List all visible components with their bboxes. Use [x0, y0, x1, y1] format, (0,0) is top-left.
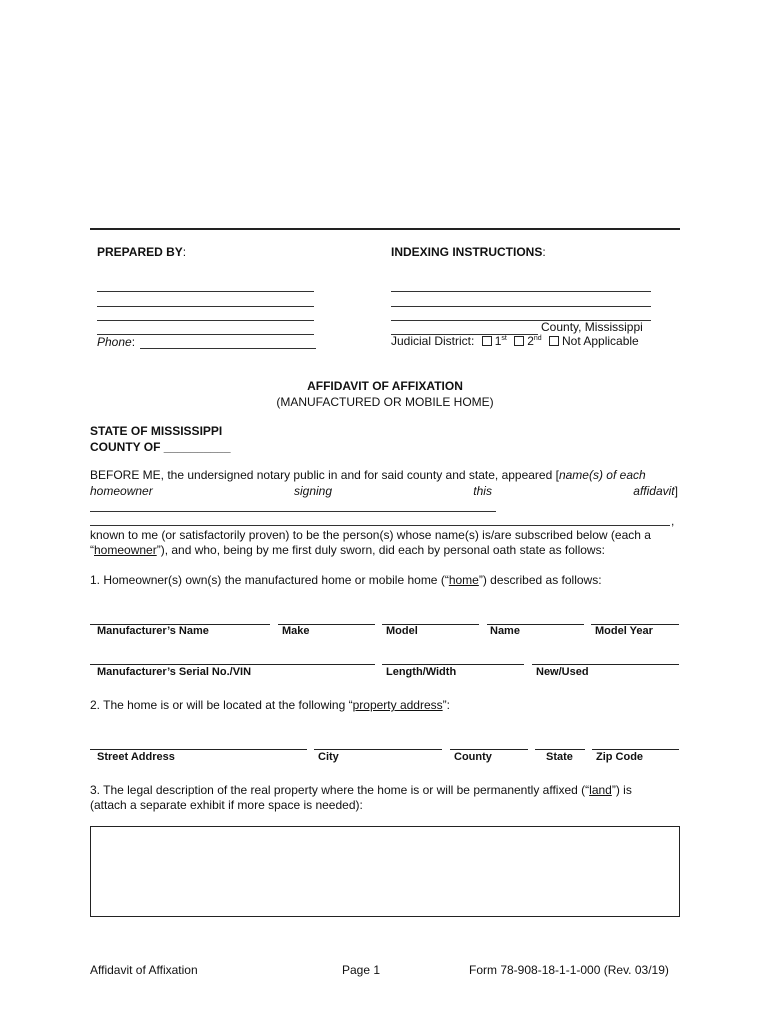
intro-line-1-italic: name(s) of each — [558, 468, 646, 482]
item-1-text: 1. Homeowner(s) own(s) the manufactured home or mobile home (“home”) described as follows: — [90, 573, 602, 587]
field-line-serial-vin[interactable] — [90, 664, 375, 665]
indexing-line-1[interactable] — [391, 291, 651, 292]
label-new-used: New/Used — [536, 666, 589, 678]
homeowner-name-line-1[interactable] — [90, 511, 496, 512]
legal-description-box[interactable] — [90, 826, 680, 917]
intro-line-2 — [90, 484, 678, 498]
field-line-state[interactable] — [535, 749, 585, 750]
prepared-by-line-3[interactable] — [97, 320, 314, 321]
label-city: City — [318, 751, 339, 763]
label-model: Model — [386, 625, 418, 637]
field-line-city[interactable] — [314, 749, 442, 750]
label-serial-vin: Manufacturer’s Serial No./VIN — [97, 666, 252, 678]
judicial-district-row — [391, 334, 639, 348]
prepared-by-heading — [97, 245, 186, 259]
field-line-zip-code[interactable] — [592, 749, 679, 750]
state-venue: STATE OF MISSISSIPPI — [90, 424, 223, 438]
second-district-label: 2nd — [527, 334, 542, 348]
phone-line[interactable] — [140, 348, 316, 349]
intro-line-1-text: BEFORE ME, the undersigned notary public in and for said county and state, appeared [ — [90, 468, 559, 482]
prepared-by-label: PREPARED BY — [97, 245, 183, 259]
label-length-width: Length/Width — [386, 666, 457, 678]
intro-word-homeowner: homeowner — [90, 484, 153, 498]
label-zip-code: Zip Code — [596, 751, 644, 763]
label-county: County — [454, 751, 492, 763]
judicial-district-label: Judicial District: — [391, 334, 475, 348]
field-line-street-address[interactable] — [90, 749, 307, 750]
indexing-line-2[interactable] — [391, 306, 651, 307]
term-home: home — [448, 573, 479, 587]
indexing-label: INDEXING INSTRUCTIONS — [391, 245, 543, 259]
checkbox-second-district[interactable] — [514, 336, 524, 346]
intro-word-affidavit: affidavit] — [633, 484, 678, 498]
intro-line-5: known to me (or satisfactorily proven) to be the person(s) whose name(s) is/are subscribed below (each a — [90, 528, 651, 542]
label-street-address: Street Address — [97, 751, 175, 763]
label-name: Name — [490, 625, 520, 637]
not-applicable-label: Not Applicable — [562, 334, 639, 348]
phone-label: Phone — [97, 335, 132, 349]
first-district-label: 1st — [494, 334, 507, 348]
indexing-colon: : — [542, 245, 546, 259]
indexing-heading — [391, 245, 546, 259]
checkbox-not-applicable[interactable] — [549, 336, 559, 346]
phone-row — [97, 335, 135, 349]
term-land: land — [589, 783, 612, 797]
label-manufacturer-name: Manufacturer’s Name — [97, 625, 209, 637]
label-state: State — [546, 751, 573, 763]
field-line-county[interactable] — [450, 749, 528, 750]
field-line-new-used[interactable] — [532, 664, 679, 665]
item-3-text-line-2: (attach a separate exhibit if more space is needed): — [90, 798, 363, 812]
term-homeowner: homeowner — [94, 543, 157, 557]
document-title: AFFIDAVIT OF AFFIXATION — [307, 379, 463, 393]
item-2-text: 2. The home is or will be located at the following “property address”: — [90, 698, 450, 712]
document-subtitle: (MANUFACTURED OR MOBILE HOME) — [276, 395, 494, 409]
intro-line-6: “homeowner”), and who, being by me first duly sworn, did each by personal oath state as follows: — [90, 543, 605, 557]
prepared-by-colon: : — [182, 245, 187, 259]
item-3-text-line-1: 3. The legal description of the real property where the home is or will be permanently affixed (“land”) is — [90, 783, 632, 797]
intro-word-this: this — [473, 484, 492, 498]
top-divider — [90, 228, 680, 230]
homeowner-line-comma: , — [671, 514, 675, 528]
prepared-by-line-2[interactable] — [97, 306, 314, 307]
phone-colon: : — [131, 335, 136, 349]
field-line-length-width[interactable] — [382, 664, 524, 665]
county-venue: COUNTY OF __________ — [90, 440, 231, 454]
label-model-year: Model Year — [595, 625, 653, 637]
footer-page-number: Page 1 — [342, 963, 381, 977]
checkbox-first-district[interactable] — [482, 336, 492, 346]
prepared-by-line-1[interactable] — [97, 291, 314, 292]
footer-left: Affidavit of Affixation — [90, 963, 198, 977]
term-property-address: property address — [352, 698, 443, 712]
intro-line-1 — [90, 468, 646, 482]
label-make: Make — [282, 625, 310, 637]
county-suffix: County, Mississippi — [541, 320, 643, 334]
footer-form-number: Form 78-908-18-1-1-000 (Rev. 03/19) — [469, 963, 669, 977]
homeowner-name-line-2[interactable] — [90, 525, 670, 526]
intro-word-signing: signing — [293, 484, 333, 498]
